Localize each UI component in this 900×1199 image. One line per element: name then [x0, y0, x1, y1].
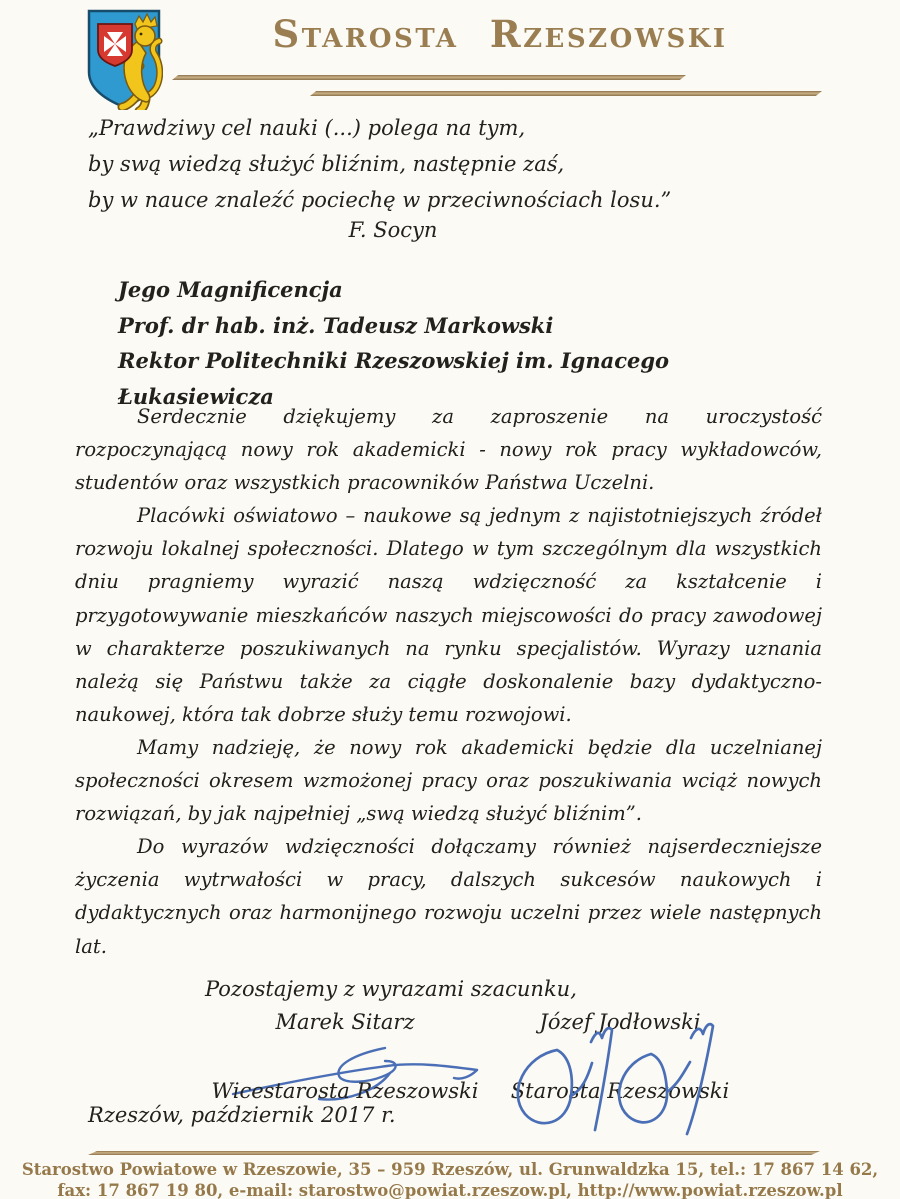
letterhead-rule-bottom — [310, 91, 822, 96]
letter-body — [75, 400, 822, 963]
quote-author: F. Socyn — [348, 218, 438, 242]
quote-line: by swą wiedzą służyć bliźnim, następnie zaś, — [88, 152, 565, 176]
footer-contact-block — [0, 1159, 900, 1199]
signatory-name-jodlowski: Józef Jodłowski — [539, 1010, 701, 1034]
letterhead-rule-top — [172, 75, 686, 80]
quote-line: „Prawdziwy cel nauki (...) polega na tym, — [88, 116, 526, 140]
body-paragraph: Do wyrazów wdzięczności dołączamy również najserdeczniejsze życzenia wytrwałości w pracy, dalszych sukcesów naukowych i dydaktycznych oraz harmonijnego rozwoju uczelni przez wiele następnych lat. — [75, 835, 822, 958]
quote-line: by w nauce znaleźć pociechę w przeciwnościach losu.” — [88, 188, 672, 212]
closing-salutation: Pozostajemy z wyrazami szacunku, — [205, 977, 577, 1001]
footer-contact-line: fax: 17 867 19 80, e-mail: starostwo@powiat.rzeszow.pl, http://www.powiat.rzeszow.pl — [57, 1181, 843, 1199]
body-paragraph: Serdecznie dziękujemy za zaproszenie na uroczystość rozpoczynającą nowy rok akademicki - nowy rok pracy wykładowców, studentów oraz wszystkich pracowników Państwa Uczelni. — [75, 405, 822, 495]
rzeszow-coat-of-arms-icon — [85, 8, 163, 110]
signatory-title-jodlowski: Starosta Rzeszowski — [510, 1079, 730, 1103]
recipient-position: Rektor Politechniki Rzeszowskiej im. Ignacego Łukasiewicza — [118, 348, 670, 409]
body-paragraph: Placówki oświatowo – naukowe są jednym z najistotniejszych źródeł rozwoju lokalnej społeczności. Dlatego w tym szczególnym dla wszystkich dniu pragniemy wyrazić naszą wdzięczność za kształcenie i przygotowywanie mieszkańców naszych miejscowości do pracy zawodowej w charakterze poszukiwanych na rynku specjalistów. Wyrazy uznania należą się Państwu także za ciągłe doskonalenie bazy dydaktyczno-naukowej, która tak dobrze służy temu rozwojowi. — [75, 504, 822, 726]
epigraph-quote — [88, 110, 708, 218]
letterhead-title: Starosta Rzeszowski — [272, 12, 728, 56]
signatory-name-sitarz: Marek Sitarz — [275, 1010, 415, 1034]
body-paragraph: Mamy nadzieję, że nowy rok akademicki będzie dla uczelnianej społeczności okresem wzmożonej pracy oraz poszukiwania wciąż nowych rozwiązań, by jak najpełniej „swą wiedzą służyć bliźnim”. — [75, 735, 822, 826]
recipient-block — [118, 272, 818, 414]
recipient-honorific: Jego Magnificencja — [118, 277, 343, 302]
dateline: Rzeszów, październik 2017 r. — [88, 1103, 396, 1127]
footer-rule — [88, 1151, 820, 1155]
recipient-name: Prof. dr hab. inż. Tadeusz Markowski — [118, 312, 554, 338]
signatory-title-sitarz: Wicestarosta Rzeszowski — [211, 1079, 479, 1103]
footer-address-line: Starostwo Powiatowe w Rzeszowie, 35 – 959 Rzeszów, ul. Grunwaldzka 15, tel.: 17 867 14 62, — [21, 1160, 879, 1179]
